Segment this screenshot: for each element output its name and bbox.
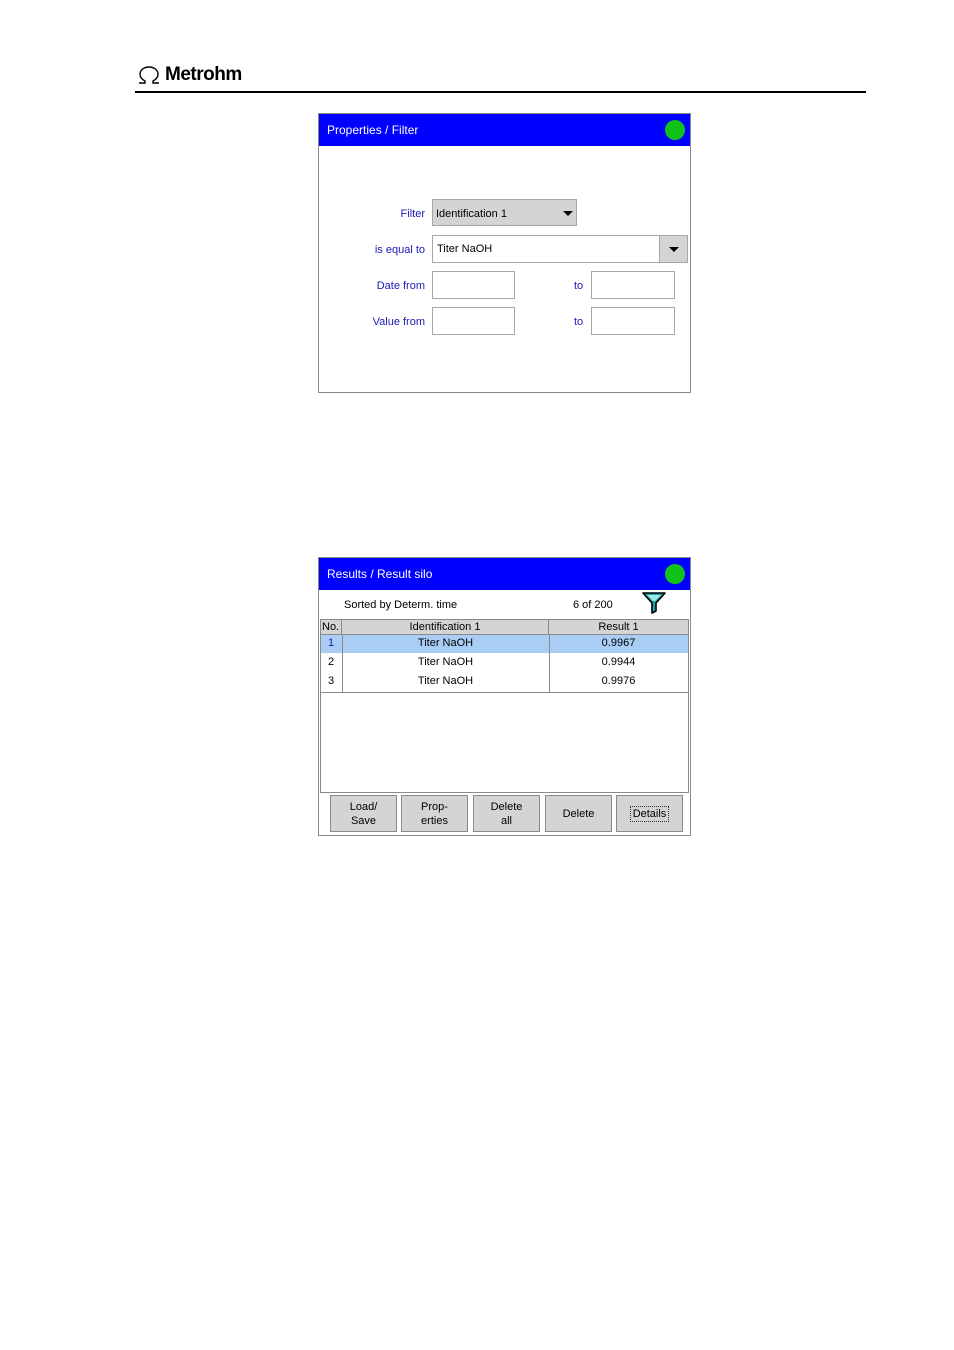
date-from-input[interactable] [432, 271, 515, 299]
date-to-label: to [574, 280, 584, 292]
value-to-input[interactable] [591, 307, 675, 335]
value-from-label: Value from [372, 316, 425, 328]
row-identification: Titer NaOH [417, 675, 474, 687]
results-screen [318, 557, 691, 836]
details-button[interactable]: Details [616, 795, 683, 832]
filter-dropdown[interactable] [432, 199, 577, 226]
row-number: 1 [328, 637, 335, 649]
header-rule [135, 91, 866, 93]
filter-label: Filter [400, 208, 425, 220]
column-header-identification[interactable]: Identification 1 [342, 620, 549, 635]
value-from-input[interactable] [432, 307, 515, 335]
screen-title: Results / Result silo [327, 567, 433, 581]
is-equal-input[interactable] [432, 235, 660, 263]
value-to-label: to [574, 316, 584, 328]
column-header-result[interactable]: Result 1 [549, 620, 688, 635]
properties-button[interactable]: Prop- erties [401, 795, 468, 832]
is-equal-value: Titer NaOH [437, 243, 493, 255]
row-identification: Titer NaOH [417, 637, 474, 649]
logo-text: Metrohm [165, 64, 242, 85]
omega-icon [136, 65, 162, 85]
date-from-label: Date from [376, 280, 425, 292]
results-table[interactable] [320, 619, 689, 793]
filter-dropdown-value: Identification 1 [436, 208, 507, 220]
row-result: 0.9967 [601, 637, 636, 649]
filter-funnel-icon[interactable] [642, 592, 666, 614]
row-identification: Titer NaOH [417, 656, 474, 668]
status-led-icon [665, 120, 685, 140]
record-count: 6 of 200 [573, 599, 613, 611]
delete-all-button[interactable]: Delete all [473, 795, 540, 832]
chevron-down-icon [669, 247, 679, 252]
is-equal-dropdown-button[interactable] [659, 235, 688, 263]
screen-title: Properties / Filter [327, 123, 419, 137]
metrohm-logo [136, 64, 242, 86]
date-to-input[interactable] [591, 271, 675, 299]
title-bar [319, 114, 690, 146]
load-save-button[interactable]: Load/ Save [330, 795, 397, 832]
row-number: 2 [328, 656, 335, 668]
column-header-no[interactable]: No. [321, 620, 342, 635]
row-number: 3 [328, 675, 335, 687]
filter-screen [318, 113, 691, 393]
title-bar [319, 558, 690, 590]
row-result: 0.9944 [601, 656, 636, 668]
delete-button[interactable]: Delete [545, 795, 612, 832]
chevron-down-icon [563, 211, 573, 216]
is-equal-label: is equal to [374, 244, 425, 256]
status-led-icon [665, 564, 685, 584]
row-result: 0.9976 [601, 675, 636, 687]
sort-status: Sorted by Determ. time [344, 599, 458, 611]
